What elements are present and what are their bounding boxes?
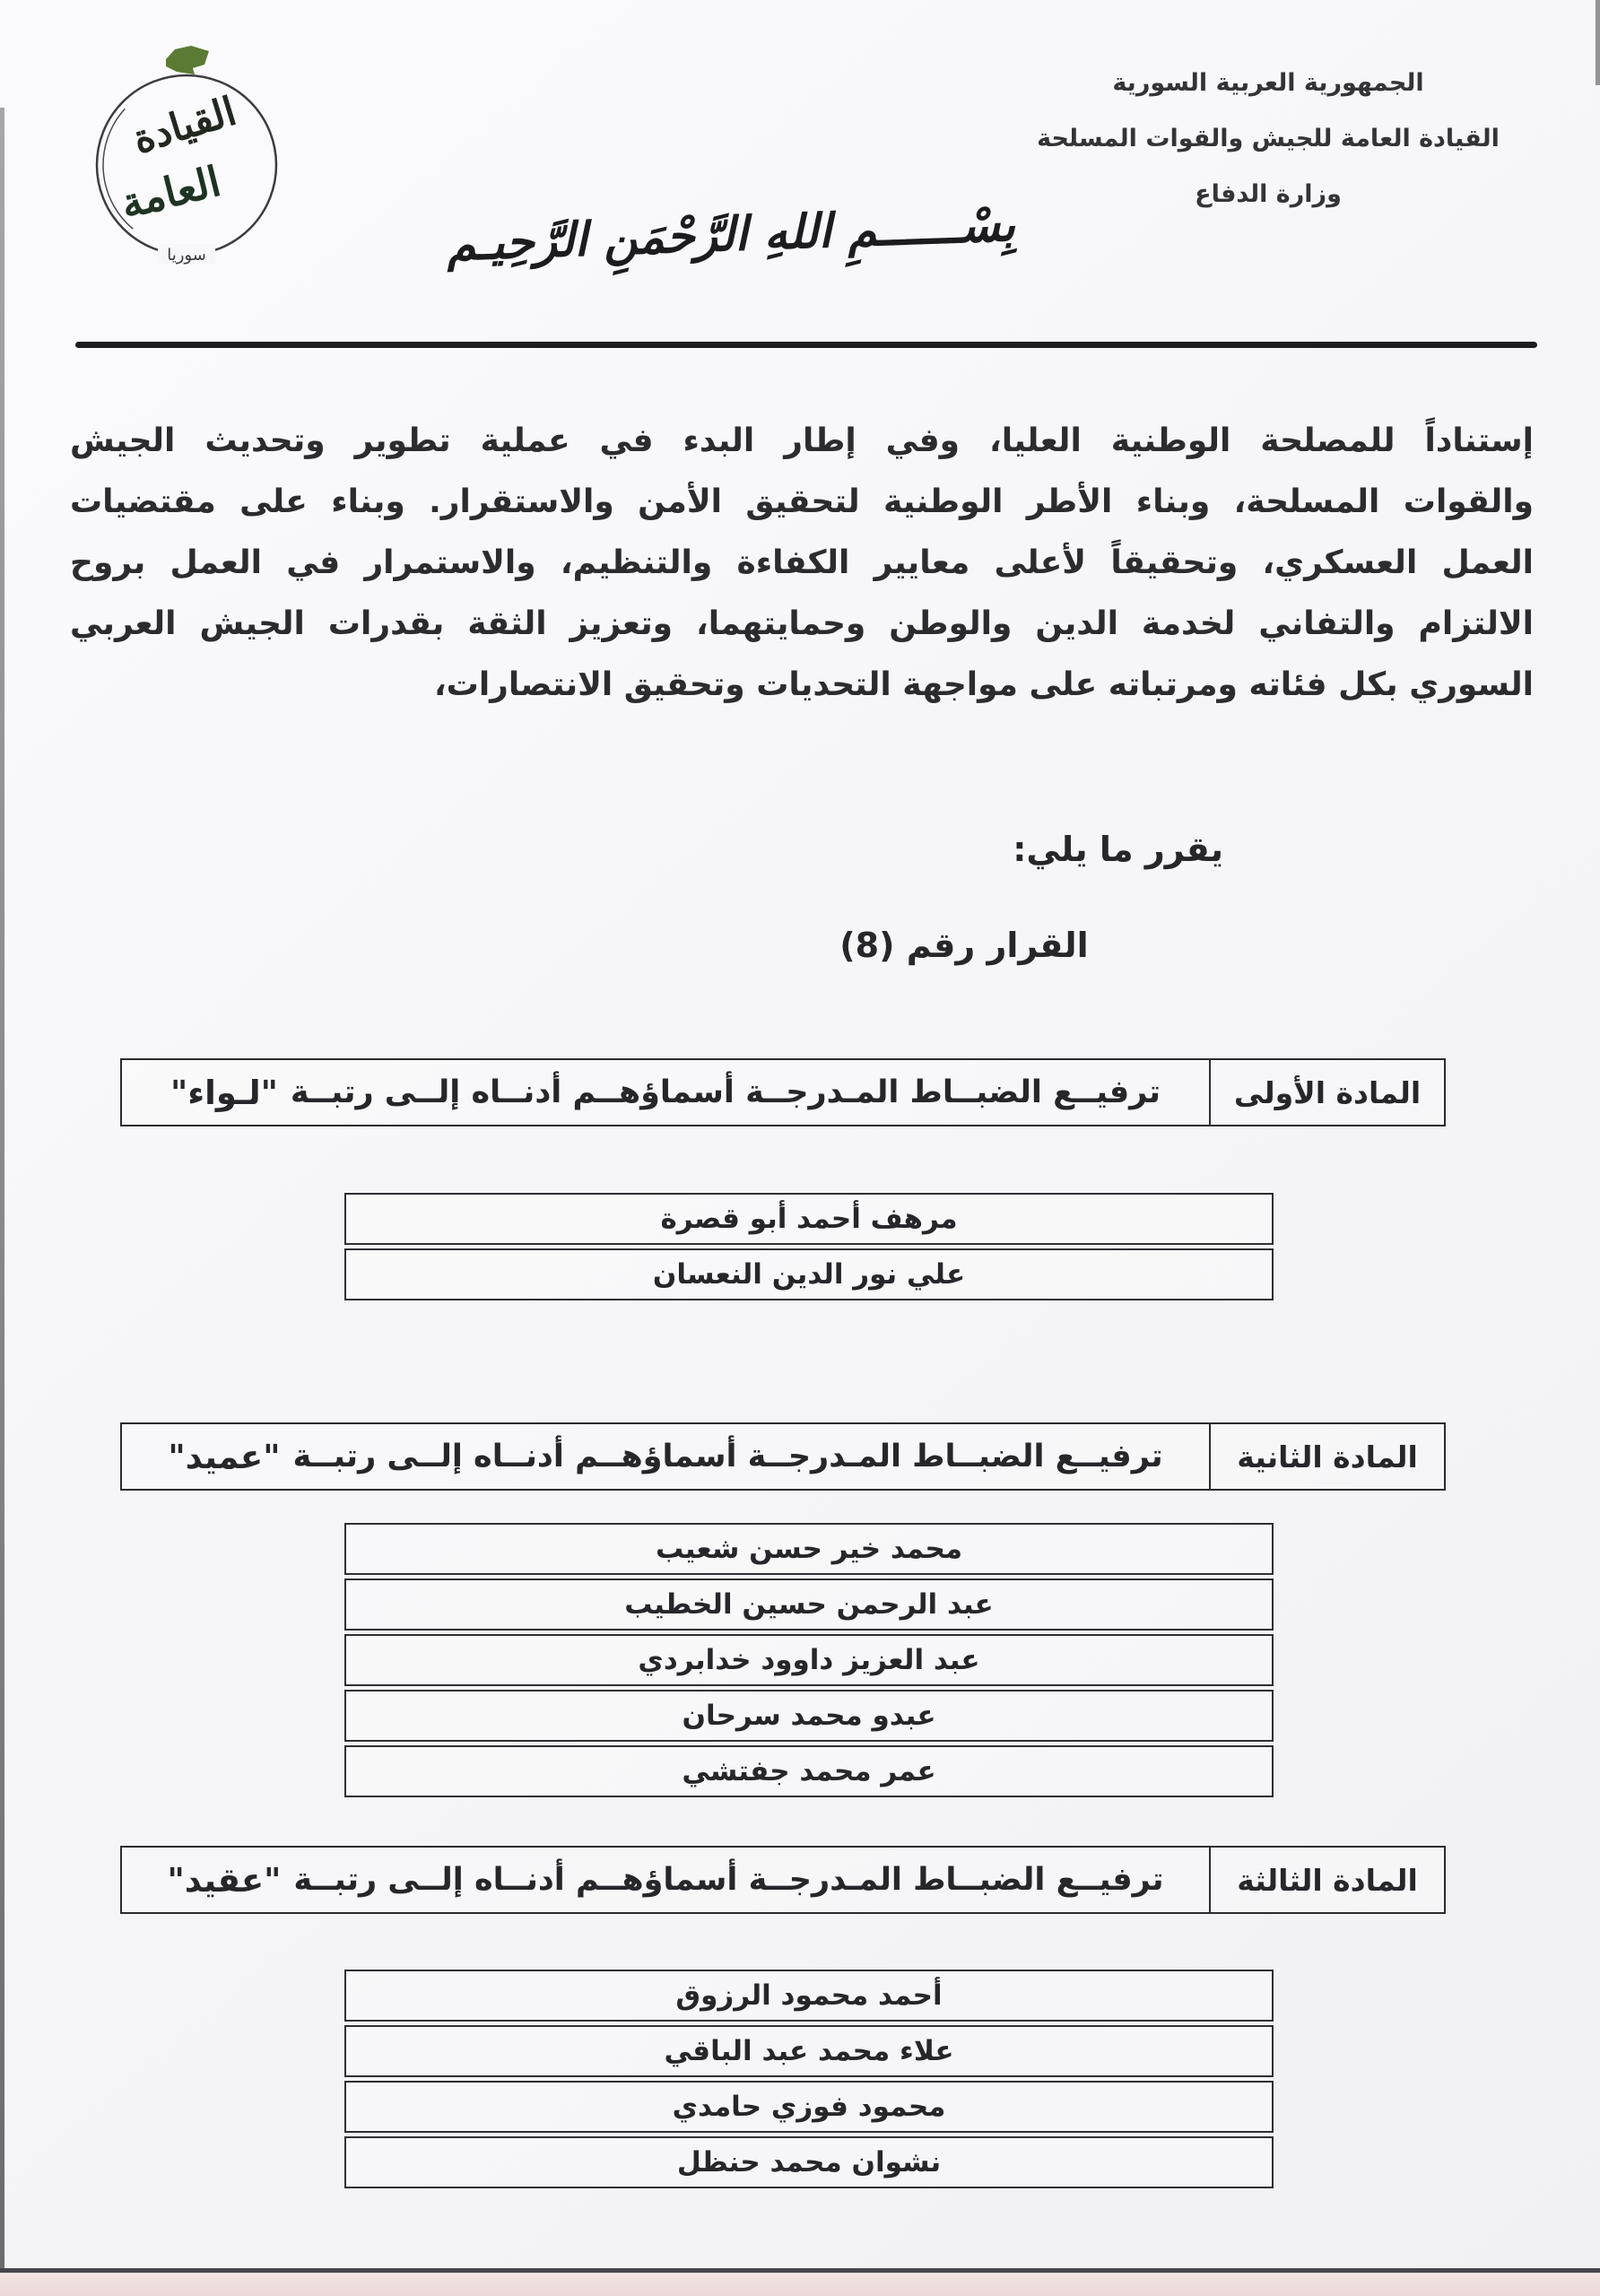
- article-3-clause: ترفيــع الضبــاط المـدرجــة أسماؤهــم أدنــاه إلــى رتبــة: [293, 1862, 1164, 1898]
- officer-name: عمر محمد جفتشي: [682, 1755, 936, 1787]
- article-3-label: المادة الثالثة: [1209, 1848, 1444, 1912]
- decree-intro: يقرر ما يلي:: [1013, 830, 1223, 869]
- general-command-emblem: [81, 38, 291, 271]
- article-2-text: [122, 1424, 1209, 1489]
- officer-name-row: [344, 2136, 1274, 2188]
- officer-name-row: [344, 1578, 1274, 1631]
- article-3-rank: "عقيد": [167, 1860, 282, 1900]
- officer-name: مرهف أحمد أبو قصرة: [660, 1203, 958, 1235]
- preamble-paragraph: [70, 411, 1534, 716]
- preamble-line: الالتزام والتفاني لخدمة الدين والوطن وحمايتهما، وتعزيز الثقة بقدرات الجيش العربي: [70, 605, 1534, 642]
- article-3-names-table: [344, 1970, 1274, 2192]
- header-divider-rule: [75, 342, 1537, 348]
- officer-name: عبد العزيز داوود خدابردي: [638, 1644, 980, 1676]
- officer-name: نشوان محمد حنظل: [676, 2146, 942, 2179]
- emblem-title-word-2: العامة: [116, 156, 226, 229]
- article-1-rank: "لـواء": [170, 1073, 278, 1112]
- article-1-names-table: [344, 1193, 1274, 1304]
- letterhead-line-1: الجمهورية العربية السورية: [1112, 69, 1424, 97]
- article-1-text: [122, 1060, 1209, 1125]
- officer-name-row: [344, 1523, 1274, 1575]
- letterhead-line-2: القيادة العامة للجيش والقوات المسلحة: [1037, 125, 1500, 152]
- officer-name: محمد خير حسن شعيب: [655, 1533, 963, 1565]
- page-edge-left: [0, 108, 4, 2296]
- emblem-country-label: سوريا: [167, 246, 206, 265]
- officer-name-row: [344, 2081, 1274, 2133]
- decision-title: القرار رقم (8): [839, 926, 1089, 965]
- syria-map-icon: [166, 46, 209, 74]
- page-edge-right: [1596, 0, 1600, 85]
- officer-name: علي نور الدين النعسان: [652, 1258, 966, 1291]
- article-2-clause: ترفيــع الضبــاط المـدرجــة أسماؤهــم أدنــاه إلــى رتبــة: [292, 1439, 1163, 1474]
- officer-name-row: [344, 2025, 1274, 2077]
- article-1-heading: [120, 1058, 1446, 1126]
- article-1-clause: ترفيــع الضبــاط المـدرجــة أسماؤهــم أدنــاه إلــى رتبــة: [290, 1074, 1161, 1110]
- officer-name: علاء محمد عبد الباقي: [664, 2035, 954, 2067]
- letterhead-line-3: وزارة الدفاع: [1195, 180, 1342, 208]
- preamble-line: العمل العسكري، وتحقيقاً لأعلى معايير الكفاءة والتنظيم، والاستمرار في العمل بروح: [70, 544, 1534, 581]
- preamble-line: إستناداً للمصلحة الوطنية العليا، وفي إطار البدء في عملية تطوير وتحديث الجيش: [70, 422, 1534, 459]
- emblem-inner-arc: [81, 48, 291, 271]
- officer-name-row: [344, 1193, 1274, 1245]
- article-3-text: [122, 1848, 1209, 1912]
- article-2-label: المادة الثانية: [1209, 1424, 1444, 1489]
- officer-name-row: [344, 1248, 1274, 1300]
- letterhead: [1008, 56, 1528, 222]
- article-3-heading: [120, 1846, 1446, 1914]
- officer-name: محمود فوزي حامدي: [672, 2091, 946, 2123]
- emblem-title-word-1: القيادة: [127, 88, 242, 163]
- article-2-rank: "عميد": [168, 1437, 281, 1476]
- officer-name-row: [344, 1634, 1274, 1686]
- officer-name: أحمد محمود الرزوق: [675, 1979, 943, 2012]
- basmala-calligraphy: بِسْــــــمِ اللهِ الرَّحْمَنِ الرَّحِيـم: [446, 196, 1016, 272]
- article-2-heading: [120, 1422, 1446, 1491]
- article-1-label: المادة الأولى: [1209, 1060, 1444, 1125]
- officer-name: عبدو محمد سرحان: [682, 1700, 936, 1732]
- preamble-line: السوري بكل فئاته ومرتباته على مواجهة التحديات وتحقيق الانتصارات،: [433, 666, 1534, 703]
- preamble-line: والقوات المسلحة، وبناء الأطر الوطنية لتحقيق الأمن والاستقرار. وبناء على مقتضيات: [70, 483, 1534, 520]
- officer-name-row: [344, 1970, 1274, 2022]
- officer-name-row: [344, 1690, 1274, 1742]
- officer-name: عبد الرحمن حسين الخطيب: [624, 1588, 994, 1621]
- officer-name-row: [344, 1745, 1274, 1797]
- page-edge-bottom-strip: [0, 2273, 1600, 2296]
- article-2-names-table: [344, 1523, 1274, 1801]
